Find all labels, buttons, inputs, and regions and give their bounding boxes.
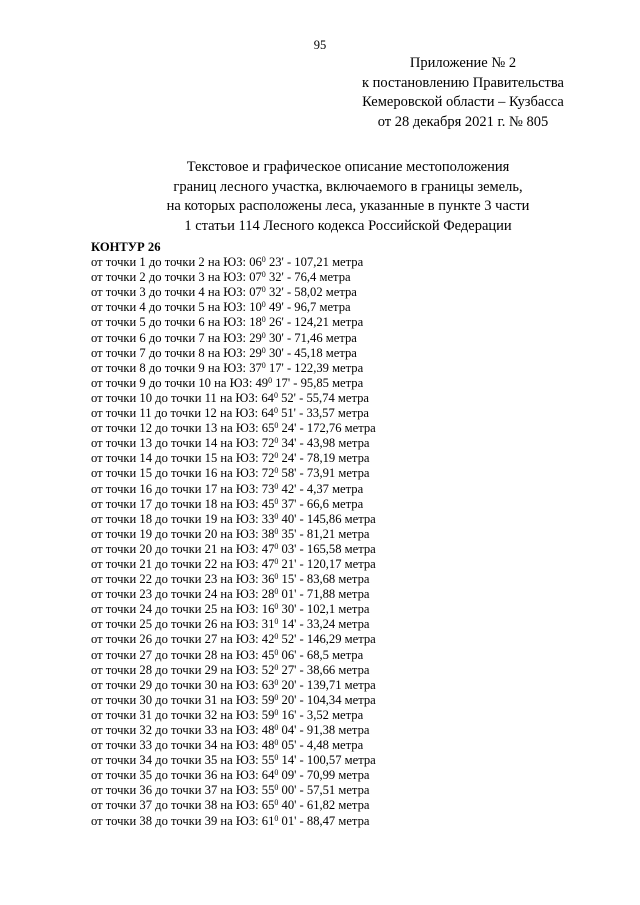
- segment-value: 14' - 100,57 метра: [278, 753, 376, 768]
- segment-line: [91, 376, 611, 391]
- segment-degrees: 64: [261, 768, 275, 783]
- degree-mark: 0: [261, 285, 266, 295]
- degree-mark: 0: [261, 255, 266, 265]
- segment-prefix: от точки 37 до точки 38 на ЮЗ:: [91, 798, 262, 813]
- segment-value: 09' - 70,99 метра: [278, 768, 370, 783]
- segment-value: 20' - 139,71 метра: [278, 677, 376, 692]
- segment-line: [91, 678, 611, 693]
- segment-prefix: от точки 7 до точки 8 на ЮЗ:: [91, 345, 250, 360]
- segment-degrees: 10: [249, 300, 262, 315]
- segment-value: 21' - 120,17 метра: [278, 556, 376, 571]
- segment-line: [91, 542, 611, 557]
- segment-prefix: от точки 20 до точки 21 на ЮЗ:: [91, 541, 262, 556]
- page-number: 95: [313, 38, 327, 52]
- segment-value: 26' - 124,21 метра: [265, 315, 364, 330]
- segment-line: [91, 708, 611, 723]
- degree-mark: 0: [268, 375, 273, 385]
- degree-mark: 0: [274, 421, 279, 431]
- degree-mark: 0: [274, 738, 279, 748]
- segment-line: [91, 270, 611, 285]
- segment-value: 49' - 96,7 метра: [265, 300, 351, 315]
- segment-line: [91, 361, 611, 376]
- segment-value: 27' - 38,66 метра: [278, 662, 370, 677]
- degree-mark: 0: [274, 692, 279, 702]
- segment-degrees: 59: [261, 707, 275, 722]
- segment-line: [91, 436, 611, 451]
- segment-line: [91, 421, 611, 436]
- segment-prefix: от точки 26 до точки 27 на ЮЗ:: [91, 632, 262, 647]
- segment-degrees: 48: [261, 738, 275, 753]
- degree-mark: 0: [261, 330, 266, 340]
- segment-prefix: от точки 13 до точки 14 на ЮЗ:: [91, 436, 262, 451]
- segment-line: [91, 798, 611, 813]
- segment-prefix: от точки 6 до точки 7 на ЮЗ:: [91, 330, 250, 345]
- segment-degrees: 29: [249, 345, 262, 360]
- segment-degrees: 61: [261, 813, 275, 828]
- title-line: Текстовое и графическое описание местоположения: [186, 159, 510, 175]
- degree-mark: 0: [274, 451, 279, 461]
- segment-value: 58' - 73,91 метра: [278, 466, 370, 481]
- segment-list: [91, 255, 611, 829]
- segment-degrees: 64: [261, 390, 274, 405]
- segment-value: 05' - 4,48 метра: [278, 738, 364, 753]
- segment-degrees: 31: [261, 617, 275, 632]
- segment-value: 01' - 88,47 метра: [278, 813, 370, 828]
- title-line: границ лесного участка, включаемого в границы земель,: [173, 178, 523, 195]
- segment-line: [91, 482, 611, 497]
- contour-section: [91, 240, 611, 829]
- title-line: 1 статьи 114 Лесного кодекса Российской Федерации: [184, 217, 512, 234]
- degree-mark: 0: [261, 360, 266, 370]
- segment-prefix: от точки 38 до точки 39 на ЮЗ:: [91, 813, 262, 828]
- segment-degrees: 18: [249, 315, 262, 330]
- segment-degrees: 55: [261, 783, 275, 798]
- segment-value: 23' - 107,21 метра: [265, 255, 364, 270]
- segment-degrees: 52: [261, 662, 275, 677]
- segment-degrees: 38: [261, 526, 275, 541]
- segment-line: [91, 693, 611, 708]
- degree-mark: 0: [274, 556, 279, 566]
- segment-line: [91, 512, 611, 527]
- degree-mark: 0: [274, 798, 279, 808]
- segment-line: [91, 451, 611, 466]
- segment-prefix: от точки 35 до точки 36 на ЮЗ:: [91, 768, 262, 783]
- segment-degrees: 72: [261, 451, 275, 466]
- segment-value: 04' - 91,38 метра: [278, 723, 370, 737]
- segment-line: [91, 617, 611, 632]
- segment-degrees: 47: [261, 556, 275, 571]
- degree-mark: 0: [273, 406, 278, 416]
- degree-mark: 0: [274, 602, 279, 612]
- segment-line: [91, 602, 611, 617]
- degree-mark: 0: [261, 315, 266, 325]
- segment-prefix: от точки 2 до точки 3 на ЮЗ:: [91, 270, 250, 285]
- segment-degrees: 73: [261, 481, 275, 496]
- segment-line: [91, 557, 611, 572]
- segment-value: 34' - 43,98 метра: [278, 436, 370, 451]
- segment-prefix: от точки 16 до точки 17 на ЮЗ:: [91, 481, 262, 496]
- segment-prefix: от точки 31 до точки 32 на ЮЗ:: [91, 707, 262, 722]
- degree-mark: 0: [274, 783, 279, 793]
- segment-degrees: 45: [261, 496, 275, 511]
- degree-mark: 0: [274, 511, 279, 521]
- segment-value: 17' - 122,39 метра: [265, 360, 364, 375]
- degree-mark: 0: [274, 753, 279, 763]
- degree-mark: 0: [261, 270, 266, 280]
- segment-prefix: от точки 23 до точки 24 на ЮЗ:: [91, 587, 262, 602]
- segment-degrees: 37: [249, 360, 262, 375]
- segment-line: [91, 753, 611, 768]
- segment-degrees: 06: [249, 255, 262, 270]
- segment-prefix: от точки 5 до точки 6 на ЮЗ:: [91, 315, 250, 330]
- segment-line: [91, 466, 611, 481]
- segment-line: [91, 497, 611, 512]
- segment-line: [91, 300, 611, 315]
- degree-mark: 0: [274, 496, 279, 506]
- segment-degrees: 59: [261, 692, 275, 707]
- segment-value: 20' - 104,34 метра: [278, 692, 376, 707]
- segment-prefix: от точки 27 до точки 28 на ЮЗ:: [91, 647, 262, 662]
- degree-mark: 0: [274, 647, 279, 657]
- segment-value: 06' - 68,5 метра: [278, 647, 364, 662]
- segment-degrees: 65: [261, 421, 275, 436]
- segment-prefix: от точки 24 до точки 25 на ЮЗ:: [91, 602, 262, 617]
- degree-mark: 0: [274, 723, 279, 732]
- segment-value: 17' - 95,85 метра: [272, 375, 364, 390]
- segment-line: [91, 814, 611, 829]
- document-title: [80, 158, 616, 236]
- segment-line: [91, 663, 611, 678]
- segment-value: 40' - 145,86 метра: [278, 511, 376, 526]
- segment-degrees: 49: [255, 375, 269, 390]
- segment-value: 16' - 3,52 метра: [278, 707, 364, 722]
- segment-prefix: от точки 4 до точки 5 на ЮЗ:: [91, 300, 250, 315]
- degree-mark: 0: [274, 526, 279, 536]
- degree-mark: 0: [274, 541, 279, 551]
- segment-prefix: от точки 11 до точки 12 на ЮЗ:: [91, 406, 262, 421]
- segment-line: [91, 632, 611, 647]
- segment-degrees: 47: [261, 541, 275, 556]
- segment-line: [91, 406, 611, 421]
- degree-mark: 0: [274, 572, 279, 582]
- segment-prefix: от точки 25 до точки 26 на ЮЗ:: [91, 617, 262, 632]
- segment-prefix: от точки 14 до точки 15 на ЮЗ:: [91, 451, 262, 466]
- segment-value: 24' - 172,76 метра: [278, 421, 376, 436]
- segment-value: 14' - 33,24 метра: [278, 617, 370, 632]
- degree-mark: 0: [274, 466, 279, 476]
- segment-prefix: от точки 10 до точки 11 на ЮЗ:: [91, 390, 262, 405]
- segment-degrees: 72: [261, 436, 275, 451]
- segment-degrees: 07: [249, 285, 262, 300]
- segment-prefix: от точки 3 до точки 4 на ЮЗ:: [91, 285, 250, 300]
- segment-line: [91, 768, 611, 783]
- segment-value: 40' - 61,82 метра: [278, 798, 370, 813]
- segment-degrees: 42: [261, 632, 275, 647]
- degree-mark: 0: [274, 662, 279, 672]
- segment-line: [91, 285, 611, 300]
- segment-value: 52' - 55,74 метра: [277, 390, 370, 405]
- segment-prefix: от точки 34 до точки 35 на ЮЗ:: [91, 753, 262, 768]
- segment-value: 00' - 57,51 метра: [278, 783, 370, 798]
- degree-mark: 0: [274, 707, 279, 717]
- segment-degrees: 63: [261, 677, 275, 692]
- segment-value: 30' - 45,18 метра: [265, 345, 357, 360]
- appendix-line: к постановлению Правительства: [362, 74, 564, 91]
- segment-prefix: от точки 19 до точки 20 на ЮЗ:: [91, 526, 262, 541]
- appendix-line: Кемеровской области – Кузбасса: [362, 94, 564, 110]
- segment-line: [91, 331, 611, 346]
- segment-line: [91, 346, 611, 361]
- segment-prefix: от точки 33 до точки 34 на ЮЗ:: [91, 738, 262, 753]
- segment-degrees: 72: [261, 466, 275, 481]
- contour-heading: КОНТУР 26: [91, 240, 161, 254]
- segment-degrees: 33: [261, 511, 275, 526]
- segment-value: 32' - 76,4 метра: [265, 270, 351, 285]
- segment-line: [91, 723, 611, 738]
- segment-prefix: от точки 17 до точки 18 на ЮЗ:: [91, 496, 262, 511]
- segment-line: [91, 527, 611, 542]
- segment-degrees: 16: [261, 602, 275, 617]
- segment-degrees: 28: [261, 587, 275, 602]
- segment-value: 15' - 83,68 метра: [278, 572, 370, 587]
- segment-line: [91, 315, 611, 330]
- segment-value: 52' - 146,29 метра: [278, 632, 376, 647]
- segment-value: 30' - 102,1 метра: [278, 602, 370, 617]
- segment-prefix: от точки 29 до точки 30 на ЮЗ:: [91, 677, 262, 692]
- segment-value: 42' - 4,37 метра: [278, 481, 364, 496]
- segment-value: 01' - 71,88 метра: [278, 587, 370, 602]
- segment-degrees: 48: [261, 723, 275, 737]
- degree-mark: 0: [274, 587, 279, 597]
- segment-prefix: от точки 9 до точки 10 на ЮЗ:: [91, 375, 256, 390]
- degree-mark: 0: [274, 436, 279, 446]
- segment-degrees: 65: [261, 798, 275, 813]
- degree-mark: 0: [274, 677, 279, 687]
- segment-line: [91, 587, 611, 602]
- segment-line: [91, 572, 611, 587]
- segment-degrees: 07: [249, 270, 262, 285]
- segment-value: 37' - 66,6 метра: [278, 496, 364, 511]
- degree-mark: 0: [273, 390, 278, 400]
- segment-prefix: от точки 36 до точки 37 на ЮЗ:: [91, 783, 262, 798]
- appendix-line: от 28 декабря 2021 г. № 805: [377, 113, 549, 130]
- segment-prefix: от точки 1 до точки 2 на ЮЗ:: [91, 255, 250, 270]
- segment-prefix: от точки 12 до точки 13 на ЮЗ:: [91, 421, 262, 436]
- segment-line: [91, 738, 611, 753]
- appendix-line: Приложение № 2: [409, 55, 517, 71]
- segment-value: 35' - 81,21 метра: [278, 526, 370, 541]
- segment-value: 03' - 165,58 метра: [278, 541, 376, 556]
- segment-prefix: от точки 18 до точки 19 на ЮЗ:: [91, 511, 262, 526]
- segment-degrees: 36: [261, 572, 275, 587]
- segment-prefix: от точки 28 до точки 29 на ЮЗ:: [91, 662, 262, 677]
- segment-value: 32' - 58,02 метра: [265, 285, 357, 300]
- degree-mark: 0: [274, 481, 279, 491]
- segment-value: 30' - 71,46 метра: [265, 330, 357, 345]
- segment-line: [91, 391, 611, 406]
- degree-mark: 0: [261, 345, 266, 355]
- segment-degrees: 45: [261, 647, 275, 662]
- segment-prefix: от точки 30 до точки 31 на ЮЗ:: [91, 692, 262, 707]
- segment-prefix: от точки 8 до точки 9 на ЮЗ:: [91, 360, 250, 375]
- degree-mark: 0: [261, 300, 266, 310]
- appendix-header: [338, 54, 588, 132]
- degree-mark: 0: [274, 632, 279, 642]
- segment-prefix: от точки 21 до точки 22 на ЮЗ:: [91, 556, 262, 571]
- segment-line: [91, 783, 611, 798]
- segment-line: [91, 648, 611, 663]
- segment-value: 24' - 78,19 метра: [278, 451, 370, 466]
- segment-degrees: 29: [249, 330, 262, 345]
- segment-degrees: 55: [261, 753, 275, 768]
- segment-degrees: 64: [261, 406, 274, 421]
- degree-mark: 0: [274, 617, 279, 627]
- segment-prefix: от точки 32 до точки 33 на ЮЗ:: [91, 723, 262, 737]
- segment-value: 51' - 33,57 метра: [277, 406, 370, 421]
- segment-prefix: от точки 15 до точки 16 на ЮЗ:: [91, 466, 262, 481]
- segment-line: [91, 255, 611, 270]
- degree-mark: 0: [274, 813, 279, 823]
- degree-mark: 0: [274, 768, 279, 778]
- title-line: на которых расположены леса, указанные в пункте 3 части: [166, 198, 530, 214]
- segment-prefix: от точки 22 до точки 23 на ЮЗ:: [91, 572, 262, 587]
